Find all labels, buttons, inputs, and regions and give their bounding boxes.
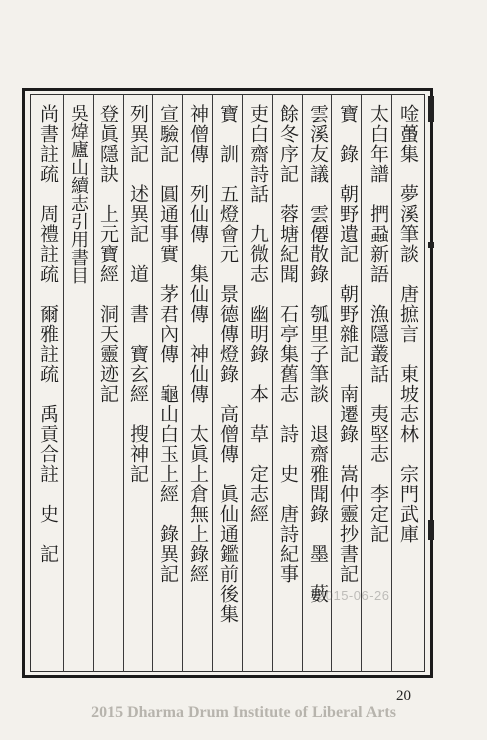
column-10-text: 列異記 述異記 道 書 寶玄經 搜神記 — [127, 104, 149, 484]
column-3-text: 寶 錄 朝野遺記 朝野雜記 南遷錄 嵩仲靈抄書記 — [337, 104, 359, 584]
column-7-text: 寶 訓 五燈會元 景德傳燈錄 高僧傳 眞仙通鑑前後集 — [217, 104, 239, 624]
column-divider — [242, 94, 243, 672]
margin-fishtail-mark — [428, 96, 434, 122]
column-divider — [152, 94, 153, 672]
column-4-text: 雲溪友議 雲僊散錄 瓠里子筆談 退齋雅聞錄 墨 藪 — [307, 104, 329, 604]
margin-mark — [428, 242, 434, 248]
date-stamp: 2015-06-26 — [318, 588, 390, 603]
bibliography-title: 吳煒廬山續志引用書目 — [68, 104, 89, 284]
column-divider — [272, 94, 273, 672]
column-2-text: 太白年譜 捫蝨新語 漁隱叢話 夷堅志 李定記 — [367, 104, 389, 544]
column-divider — [212, 94, 213, 672]
page-number: 20 — [396, 688, 411, 704]
column-8-text: 神僧傳 列仙傳 集仙傳 神仙傳 太眞上倉無上錄經 — [187, 104, 209, 584]
column-9-text: 宣驗記 圓通事實 茅君內傳 龜山白玉上經 錄異記 — [157, 104, 179, 584]
column-6-text: 吏白齋詩話 九微志 幽明錄 本 草 定志經 — [247, 104, 269, 524]
column-1-text: 唫蠆集 夢溪筆談 唐摭言 東坡志林 宗門武庫 — [397, 104, 419, 544]
column-5-text: 餘冬序記 蓉塘紀聞 石亭集舊志 詩 史 唐詩紀事 — [277, 104, 299, 584]
column-divider — [182, 94, 183, 672]
column-11-text: 登眞隱訣 上元寶經 洞天靈迹記 — [97, 104, 119, 404]
margin-mark — [428, 520, 434, 540]
column-divider — [302, 94, 303, 672]
watermark: 2015 Dharma Drum Institute of Liberal Arts — [91, 704, 396, 721]
column-13-text: 尚書註疏 周禮註疏 爾雅註疏 禹貢合註 史 記 — [37, 104, 59, 564]
